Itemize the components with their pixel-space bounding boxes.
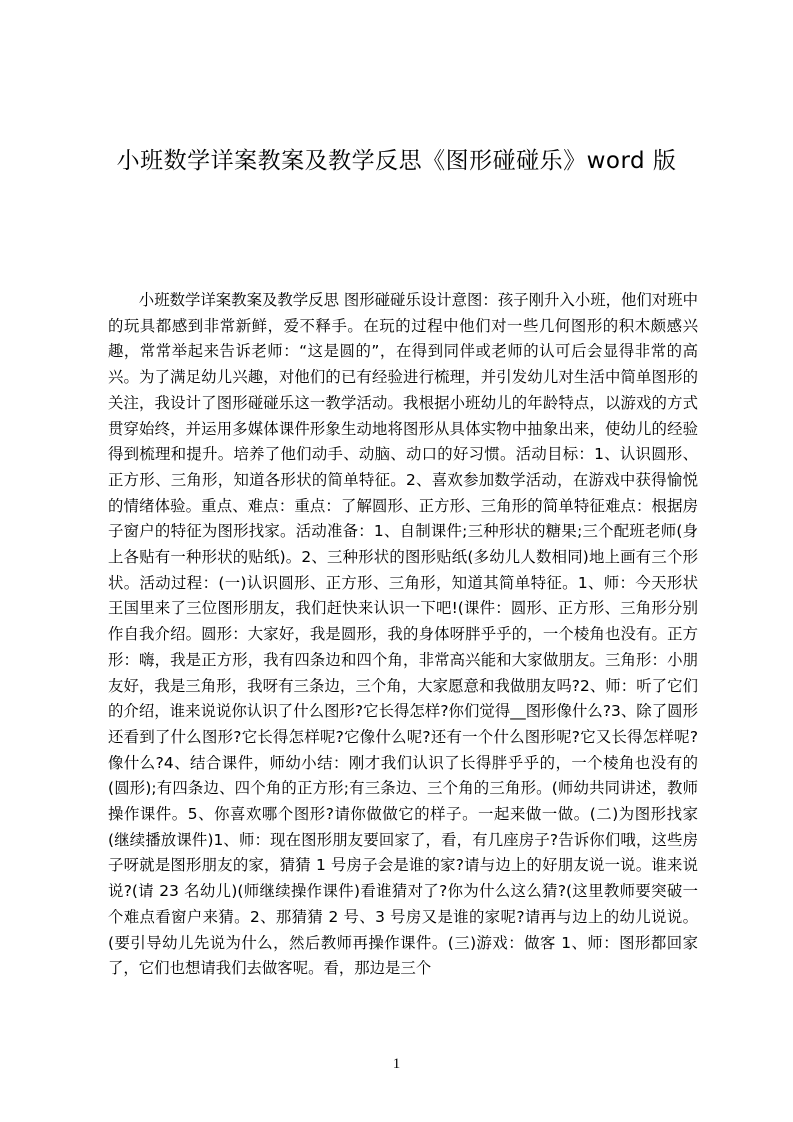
page-number: 1 [392, 1056, 401, 1072]
document-body: 小班数学详案教案及教学反思 图形碰碰乐设计意图：孩子刚升入小班，他们对班中的玩具都感到非常新鲜，爱不释手。在玩的过程中他们对一些几何图形的积木颇感兴趣，常常举起来告诉老师：“这是圆的”，在得到同伴或老师的认可后会显得非常的高兴。为了满足幼儿兴趣，对他们的已有经验进行梳理，并引发幼儿对生活中简单图形的关注，我设计了图形碰碰乐这一教学活动。我根据小班幼儿的年龄特点，以游戏的方式贯穿始终，并运用多媒体课件形象生动地将图形从具体实物中抽象出来，使幼儿的经验得到梳理和提升。培养了他们动手、动脑、动口的好习惯。活动目标：1、认识圆形、正方形、三角形，知道各形状的简单特征。2、喜欢参加数学活动，在游戏中获得愉悦的情绪体验。重点、难点：重点：了解圆形、正方形、三角形的简单特征难点：根据房子窗户的特征为图形找家。活动准备：1、自制课件;三种形状的糖果;三个配班老师(身上各贴有一种形状的贴纸)。2、三种形状的图形贴纸(多幼儿人数相同)地上画有三个形状。活动过程：(一)认识圆形、正方形、三角形，知道其简单特征。1、师：今天形状王国里来了三位图形朋友，我们赶快来认识一下吧!(课件：圆形、正方形、三角形分别作自我介绍。圆形：大家好，我是圆形，我的身体呀胖乎乎的，一个棱角也没有。正方形：嗨，我是正方形，我有四条边和四个角，非常高兴能和大家做朋友。三角形：小朋友好，我是三角形，我呀有三条边，三个角，大家愿意和我做朋友吗?2、师：听了它们的介绍，谁来说说你认识了什么图形?它长得怎样?你们觉得__图形像什么?3、除了圆形还看到了什么图形?它长得怎样呢?它像什么呢?还有一个什么图形呢?它又长得怎样呢?像什么?4、结合课件，师幼小结：刚才我们认识了长得胖乎乎的，一个棱角也没有的(圆形);有四条边、四个角的正方形;有三条边、三个角的三角形。(师幼共同讲述，教师操作课件。5、你喜欢哪个图形?请你做做它的样子。一起来做一做。(二)为图形找家(继续播放课件)1、师：现在图形朋友要回家了，看，有几座房子?告诉你们哦，这些房子呀就是图形朋友的家，猜猜 1 号房子会是谁的家?请与边上的好朋友说一说。谁来说说?(请 23 名幼儿)(师继续操作课件)看谁猜对了?你为什么这么猜?(这里教师要突破一个难点看窗户来猜。2、那猜猜 2 号、3 号房又是谁的家呢?请再与边上的幼儿说说。(要引导幼儿先说为什么，然后教师再操作课件。(三)游戏：做客 1、师：图形都回家了，它们也想请我们去做客呢。看，那边是三个 [108, 291, 698, 978]
document-title: 小班数学详案教案及教学反思《图形碰碰乐》word 版 [116, 148, 677, 174]
